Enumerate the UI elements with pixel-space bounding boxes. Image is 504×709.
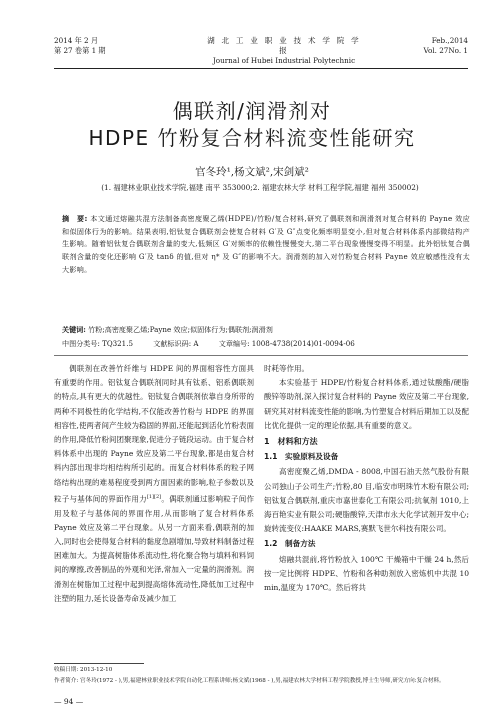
section-heading-materials: 1 材料和方法 (264, 437, 318, 447)
paper-title-line2: HDPE 竹粉复合材料流变性能研究 (88, 126, 416, 150)
header-rule (54, 68, 468, 69)
journal-name-cn: 湖 北 工 业 职 业 技 术 学 院 学 报 (207, 36, 361, 55)
header-volume-en: Vol. 27No. 1 (423, 46, 468, 55)
footnote-rule (54, 663, 144, 664)
abstract-label: 摘 要: (62, 214, 88, 223)
header-volume: 第 27 卷第 1 期 (54, 46, 106, 55)
subsection-heading-materials: 1.1 实验原料及设备 (264, 452, 339, 462)
clc-number: 中图分类号: TQ321.5 (62, 339, 133, 348)
header-issue-en (423, 36, 468, 56)
journal-name-en: Journal of Hubei Industrial Polytechnic (212, 56, 356, 65)
received-date: 收稿日期: 2013-12-10 (54, 667, 113, 673)
subsection-heading-preparation: 1.2 制备方法 (264, 539, 316, 549)
abstract-rule (54, 355, 468, 356)
affiliations: (1. 福建林业职业技术学院,福建 南平 353000;2. 福建农林大学 材料工程学院,福建 福州 350002) (101, 183, 419, 192)
keywords-text: 竹粉;高密度聚乙烯;Payne 效应;似固体行为;偶联剂;润滑剂 (88, 325, 273, 334)
intro-continuation: 时耗等作用。 (264, 364, 309, 373)
document-code: 文献标识码: A (153, 339, 199, 348)
body-column-right (264, 362, 469, 595)
running-header (54, 36, 468, 66)
keywords-label: 关键词: (62, 325, 86, 334)
classification-line (62, 339, 482, 349)
header-journal (204, 36, 364, 66)
article-number: 文章编号: 1008-4738(2014)01-0094-06 (218, 339, 355, 348)
author-biography: 作者简介: 官冬玲(1972 - ),男,福建林业职业技术学院自动化工程系讲师;杨文斌(1968 - ),男,福建农林大学材料工程学院教授,博士生导师,研究方向:复合材料。 (54, 678, 445, 684)
intro-paragraph (54, 362, 254, 606)
preparation-paragraph: 熔融共混前,将竹粉放入 100℃ 干燥箱中干燥 24 h,然后按一定比例将 HDPE、竹粉和各种助剂放入密炼机中共混 10 min,温度为 170℃。然后将共 (264, 554, 469, 593)
header-date: 2014 年 2 月 (54, 36, 99, 45)
keywords (62, 325, 470, 335)
purpose-paragraph: 本实验基于 HDPE/竹粉复合材料体系,通过钛酸酯/硬脂酸锌等助剂,深入探讨复合材料的 Payne 效应及第二平台现象,研究其对材料流变性能的影响,为竹塑复合材料后期加工以及配比优化提供一定的理论依据,具有重要的意义。 (264, 378, 469, 430)
intro-text: 偶联剂在改善竹纤维与 HDPE 间的界面相容性方面具有重要的作用。铝钛复合偶联剂同时具有钛系、铝系偶联剂的特点,具有更大的优越性。铝钛复合偶联剂依靠自身所带的两种不同极性的化学结构,不仅能改善竹粉与 HDPE 的界面相容性,使两者间产生较为稳固的界面,还能起到活化竹粉表面的作用,降低竹粉间团聚现象,促进分子链段运动。由于复合材料体系中出现的 Payne 效应及第二平台现象,都是由复合材料内部出现非均相结构所引起的。而复合材料体系的粒子网络结构出现的难易程度受到两方面因素的影响,粒子参数以及粒子与基体间的界面作用力 (54, 364, 254, 504)
header-issue (54, 36, 106, 56)
abstract-text: 本文通过熔融共混方法制备高密度聚乙烯(HDPE)/竹粉/复合材料,研究了偶联剂和润滑剂对复合材料的 Payne 效应和似固体行为的影响。结果表明,铝钛复合偶联剂会使复合材料 G′及 G″点变化频率明显变小,但对复合材料体系内部微结构产生影响。随着铝钛复合偶联剂含量的变大,低频区 G′对频率的依赖性慢慢变大,第二平台现象慢慢变得不明显。此外铝钛复合偶联剂含量的变化还影响 G′及 tanδ 的值,但对 η* 及 G″的影响不大。润滑剂的加入对竹粉复合材料 Payne 效应敏感性没有太大影响。 (62, 214, 470, 274)
page-number: — 94 — (54, 697, 84, 706)
header-date-en: Feb.,2014 (431, 36, 468, 45)
materials-paragraph: 高密度聚乙烯,DMDA - 8008,中国石油天然气股份有限公司独山子公司生产;竹粉,80 目,临安市明珠竹木粉有限公司;铝钛复合偶联剂,重庆市嘉世泰化工有限公司;抗氧剂 1010,上海百艳实业有限公司;硬脂酸锌,天津市永大化学试剂开发中心;旋转流变仪:HAAKE MARS,赛默飞世尔科技有限公司。 (264, 467, 469, 534)
abstract (62, 213, 470, 277)
intro-text-cont: 。偶联剂通过影响粒子间作用及粒子与基体间的界面作用,从而影响了复合材料体系 Payne 效应及第二平台现象。从另一方面来看,偶联剂的加入,同时也会使得复合材料的黏度急剧增加,导致材料制备过程困难加大。为提高树脂体系流动性,将化聚合物与填料和料饲间的摩擦,改善制品的外观和光泽,常加入一定量的润滑剂。润滑剂在树脂加工过程中起到提高熔体流动性,降低加工过程中注塑的阻力,延长设备寿命及减少加工 (54, 494, 255, 603)
citation: [1][2] (146, 493, 162, 500)
author-list: 官冬玲¹,杨文斌²,宋剑斌² (195, 166, 309, 178)
paper-title-line1: 偶联剂/润滑剂对 (172, 99, 332, 123)
body-column-left (54, 362, 254, 606)
